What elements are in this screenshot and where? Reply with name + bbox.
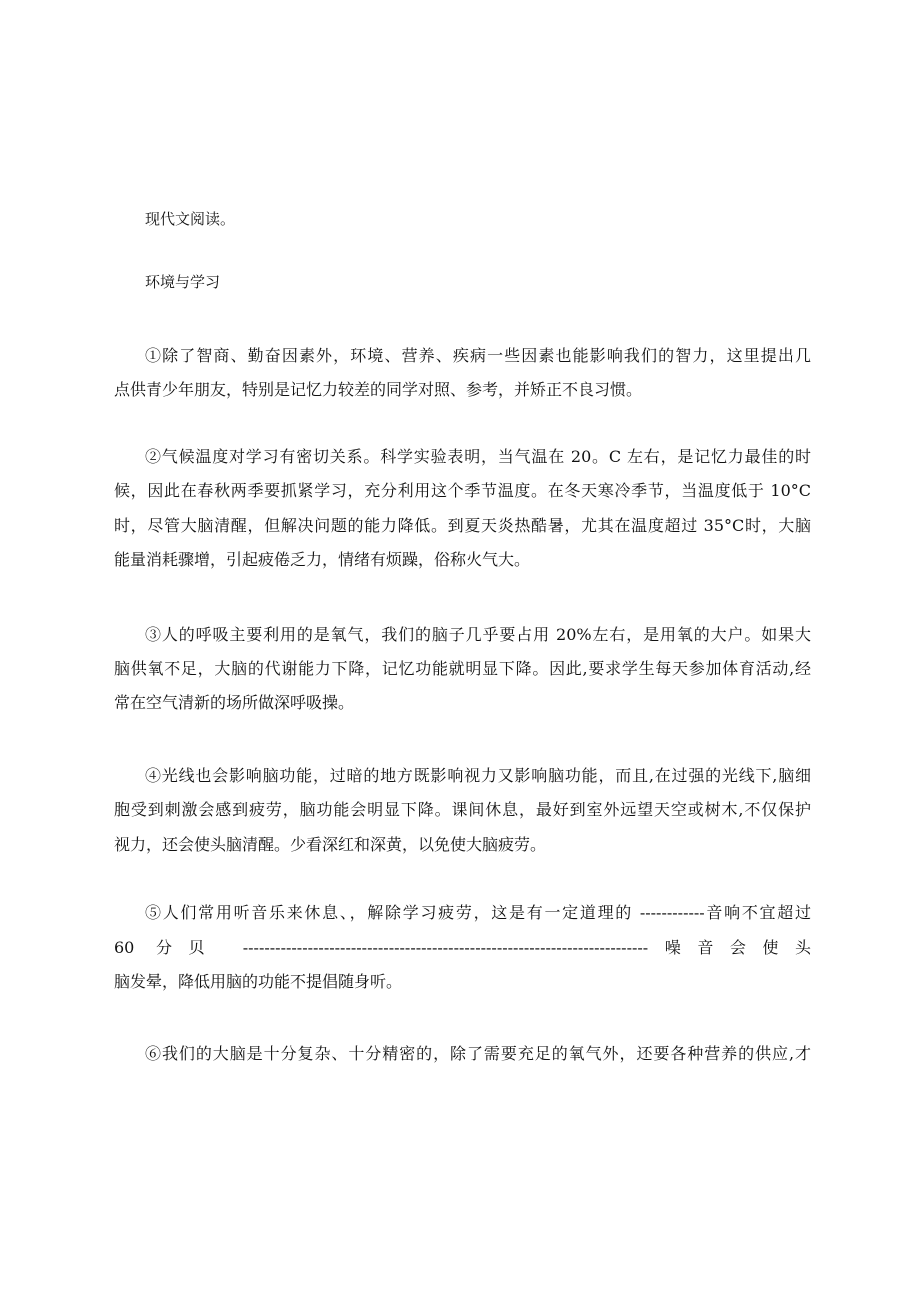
paragraph-line: 候，因此在春秋两季要抓紧学习，充分利用这个季节温度。在冬天寒冷季节，当温度低于 10°C: [114, 481, 811, 500]
paragraph-line: 脑发晕，降低用脑的功能不提倡随身听。: [114, 972, 403, 991]
paragraph-line: ④光线也会影响脑功能，过暗的地方既影响视力又影响脑功能，而且,在过强的光线下,脑细: [145, 766, 811, 785]
paragraph-line: 常在空气清新的场所做深呼吸操。: [114, 693, 355, 712]
paragraph-line: ③人的呼吸主要利用的是氧气，我们的脑子几乎要占用 20%左右，是用氧的大户。如果大: [145, 625, 811, 644]
paragraph-line: 60 分贝 ---------------------------------------------------------------------------噪音会使头: [114, 938, 811, 957]
section-label: 现代文阅读。: [145, 210, 236, 228]
article-title: 环境与学习: [145, 273, 221, 291]
paragraph-line: 时，尽管大脑清醒，但解决问题的能力降低。到夏天炎热酷暑，尤其在温度超过 35°C时，大脑: [114, 516, 811, 535]
paragraph-line: ⑤人们常用听音乐来休息、，解除学习疲劳，这是有一定道理的 ------------音响不宜超过: [145, 903, 811, 922]
paragraph-line: 视力，还会使头脑清醒。少看深红和深黄，以免使大脑疲劳。: [114, 835, 547, 854]
paragraph-line: 能量消耗骤增，引起疲倦乏力，情绪有烦躁，俗称火气大。: [114, 550, 531, 569]
paragraph-line: ②气候温度对学习有密切关系。科学实验表明，当气温在 20。C 左右，是记忆力最佳的时: [145, 447, 811, 466]
paragraph-line: ⑥我们的大脑是十分复杂、十分精密的，除了需要充足的氧气外，还要各种营养的供应,才: [145, 1044, 811, 1063]
paragraph-line: 脑供氧不足，大脑的代谢能力下降，记忆功能就明显下降。因此,要求学生每天参加体育活动,经: [114, 659, 811, 678]
paragraph-line: 点供青少年朋友，特别是记忆力较差的同学对照、参考，并矫正不良习惯。: [114, 380, 643, 399]
paragraph-line: 胞受到刺激会感到疲劳，脑功能会明显下降。课间休息，最好到室外远望天空或树木,不仅保护: [114, 800, 811, 819]
paragraph-line: ①除了智商、勤奋因素外，环境、营养、疾病一些因素也能影响我们的智力，这里提出几: [145, 346, 811, 365]
